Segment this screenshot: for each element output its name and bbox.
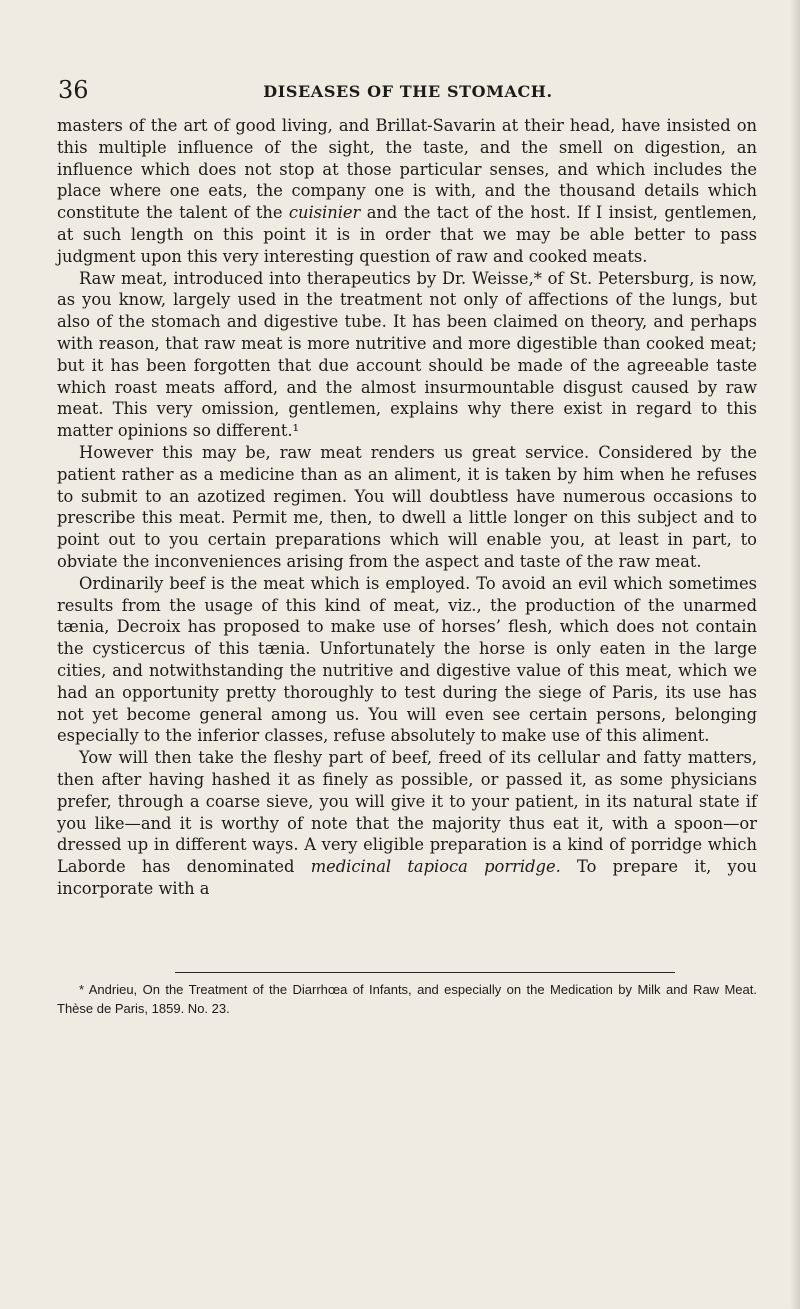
text-run: masters of the art of good living, and Brillat-Savarin at their head, have insisted on this multiple influence of the sight, the taste, and the smell on digestion, an influence which does not stop at those particular senses, and which includes the place where one eats, the company one is with, and the thousand details which constitute the talent of the [57,116,757,223]
text-run: Raw meat, introduced into therapeutics by Dr. Weisse,* of St. Petersburg, is now, as you know, largely used in the treatment not only of affections of the lungs, but also of the stomach and digestive tube. It has been claimed on theory, and perhaps with reason, that raw meat is more nutritive and more digestible than cooked meat; but it has been forgotten that due account should be made of the agreeable taste which roast meats afford, and the almost insurmountable disgust caused by raw meat. This very omission, gentlemen, explains why there exist in regard to this matter opinions so different.¹ [57,268,757,441]
paragraph [57,115,757,268]
italic-text: medicinal tapioca porridge. [310,857,561,877]
paragraph [57,268,757,442]
paragraph [57,442,757,573]
text-run: To prepare it, you incorporate with a [57,857,757,898]
italic-text: cuisinier [288,203,361,223]
running-head: DISEASES OF THE STOMACH. [263,82,553,101]
text-run: Ordinarily beef is the meat which is employed. To avoid an evil which sometimes results from the usage of this kind of meat, viz., the production of the unarmed tænia, Decroix has proposed to make use of horses’ flesh, which does not contain the cysticercus of this tænia. Unfortunately the horse is only eaten in the large cities, and notwithstanding the nutritive and digestive value of this meat, which we had an opportunity pretty thoroughly to test during the siege of Paris, its use has not yet become general among us. You will even see certain persons, belonging especially to the inferior classes, refuse absolutely to make use of this aliment. [57,573,757,746]
footnote-text: * Andrieu, On the Treatment of the Diarrhœa of Infants, and especially on the Medication by Milk and Raw Meat. Thèse de Paris, 1859. No. 23. [57,982,757,1016]
text-run: Yow will then take the fleshy part of beef, freed of its cellular and fatty matters, then after having hashed it as finely as possible, or passed it, as some physicians prefer, through a coarse sieve, you will give it to your patient, in its natural state if you like—and it is worthy of note that the majority thus eat it, with a spoon—or dressed up in different ways. A very eligible preparation is a kind of porridge which Laborde has denominated [57,748,757,877]
page-header [58,76,758,106]
page-number: 36 [58,76,89,104]
text-run: However this may be, raw meat renders us great service. Considered by the patient rather as a medicine than as an aliment, it is taken by him when he refuses to submit to an azotized regimen. You will doubtless have numerous occasions to prescribe this meat. Permit me, then, to dwell a little longer on this subject and to point out to you certain preparations which will enable you, at least in part, to obviate the inconveniences arising from the aspect and taste of the raw meat. [57,442,757,571]
footnote [57,980,757,1018]
body-text [57,115,757,900]
paragraph [57,747,757,900]
text-run: and the tact of the host. If I insist, gentlemen, at such length on this point it is in order that we may be able better to pass judgment upon this very interesting question of raw and cooked meats. [57,203,757,266]
footnote-divider [175,972,675,973]
page-edge-shadow [790,0,800,1309]
paragraph [57,573,757,747]
